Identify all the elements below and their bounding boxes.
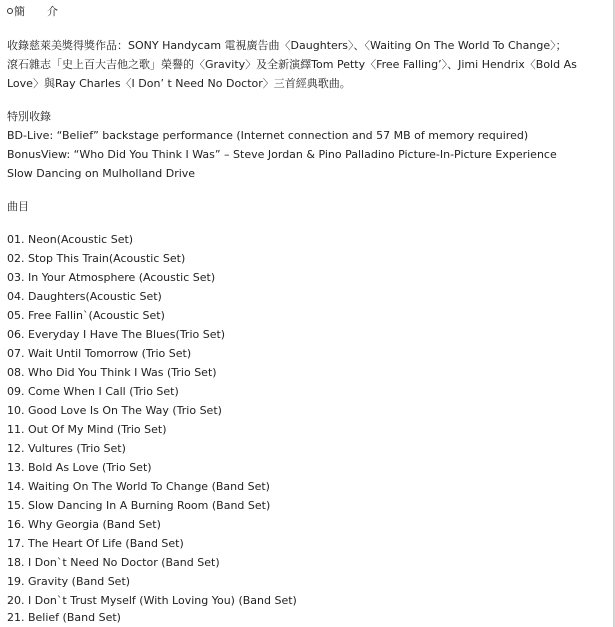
track-item: 18. I Don`t Need No Doctor (Band Set) <box>7 556 220 569</box>
track-item: 02. Stop This Train(Acoustic Set) <box>7 252 186 265</box>
intro-line-2: 滾石雜志「史上百大吉他之歌」榮譽的〈Gravity〉及全新演繹Tom Petty〈Free Falling’〉、Jimi Hendrix〈Bold As <box>7 58 577 71</box>
intro-heading <box>7 2 58 21</box>
tracklist-heading: 曲目 <box>7 200 29 213</box>
track-item: 08. Who Did You Think I Was (Trio Set) <box>7 366 217 379</box>
special-heading: 特別收錄 <box>7 110 51 123</box>
track-item: 12. Vultures (Trio Set) <box>7 442 126 455</box>
bullet-icon <box>7 8 13 14</box>
track-item: 14. Waiting On The World To Change (Band Set) <box>7 480 270 493</box>
track-item: 04. Daughters(Acoustic Set) <box>7 290 162 303</box>
track-item: 20. I Don`t Trust Myself (With Loving You) (Band Set) <box>7 594 297 607</box>
track-item: 17. The Heart Of Life (Band Set) <box>7 537 184 550</box>
intro-heading-first: 簡 <box>14 5 25 18</box>
track-item: 09. Come When I Call (Trio Set) <box>7 385 179 398</box>
track-item: 11. Out Of My Mind (Trio Set) <box>7 423 167 436</box>
track-item: 05. Free Fallin`(Acoustic Set) <box>7 309 165 322</box>
intro-heading-second: 介 <box>47 5 58 18</box>
track-item: 15. Slow Dancing In A Burning Room (Band Set) <box>7 499 271 512</box>
track-item: 13. Bold As Love (Trio Set) <box>7 461 152 474</box>
track-item: 19. Gravity (Band Set) <box>7 575 131 588</box>
track-item: 07. Wait Until Tomorrow (Trio Set) <box>7 347 192 360</box>
track-item: 10. Good Love Is On The Way (Trio Set) <box>7 404 222 417</box>
right-border <box>613 0 614 627</box>
special-line-bd-live: BD-Live: “Belief” backstage performance (Internet connection and 57 MB of memory required) <box>7 129 529 142</box>
track-item: 03. In Your Atmosphere (Acoustic Set) <box>7 271 216 284</box>
intro-line-3: Love〉與Ray Charles〈I Don’ t Need No Doctor〉三首經典歌曲。 <box>7 77 351 90</box>
special-line-bonusview: BonusView: “Who Did You Think I Was” – Steve Jordan & Pino Palladino Picture-In-Picture Experience <box>7 148 557 161</box>
track-item: 21. Belief (Band Set) <box>7 611 121 624</box>
track-item: 01. Neon(Acoustic Set) <box>7 233 134 246</box>
special-line-slow-dancing: Slow Dancing on Mulholland Drive <box>7 167 196 180</box>
track-item: 16. Why Georgia (Band Set) <box>7 518 161 531</box>
intro-line-1: 收錄慈萊美獎得獎作品：SONY Handycam 電視廣告曲〈Daughters〉、〈Waiting On The World To Change〉； <box>7 39 567 52</box>
track-item: 06. Everyday I Have The Blues(Trio Set) <box>7 328 226 341</box>
